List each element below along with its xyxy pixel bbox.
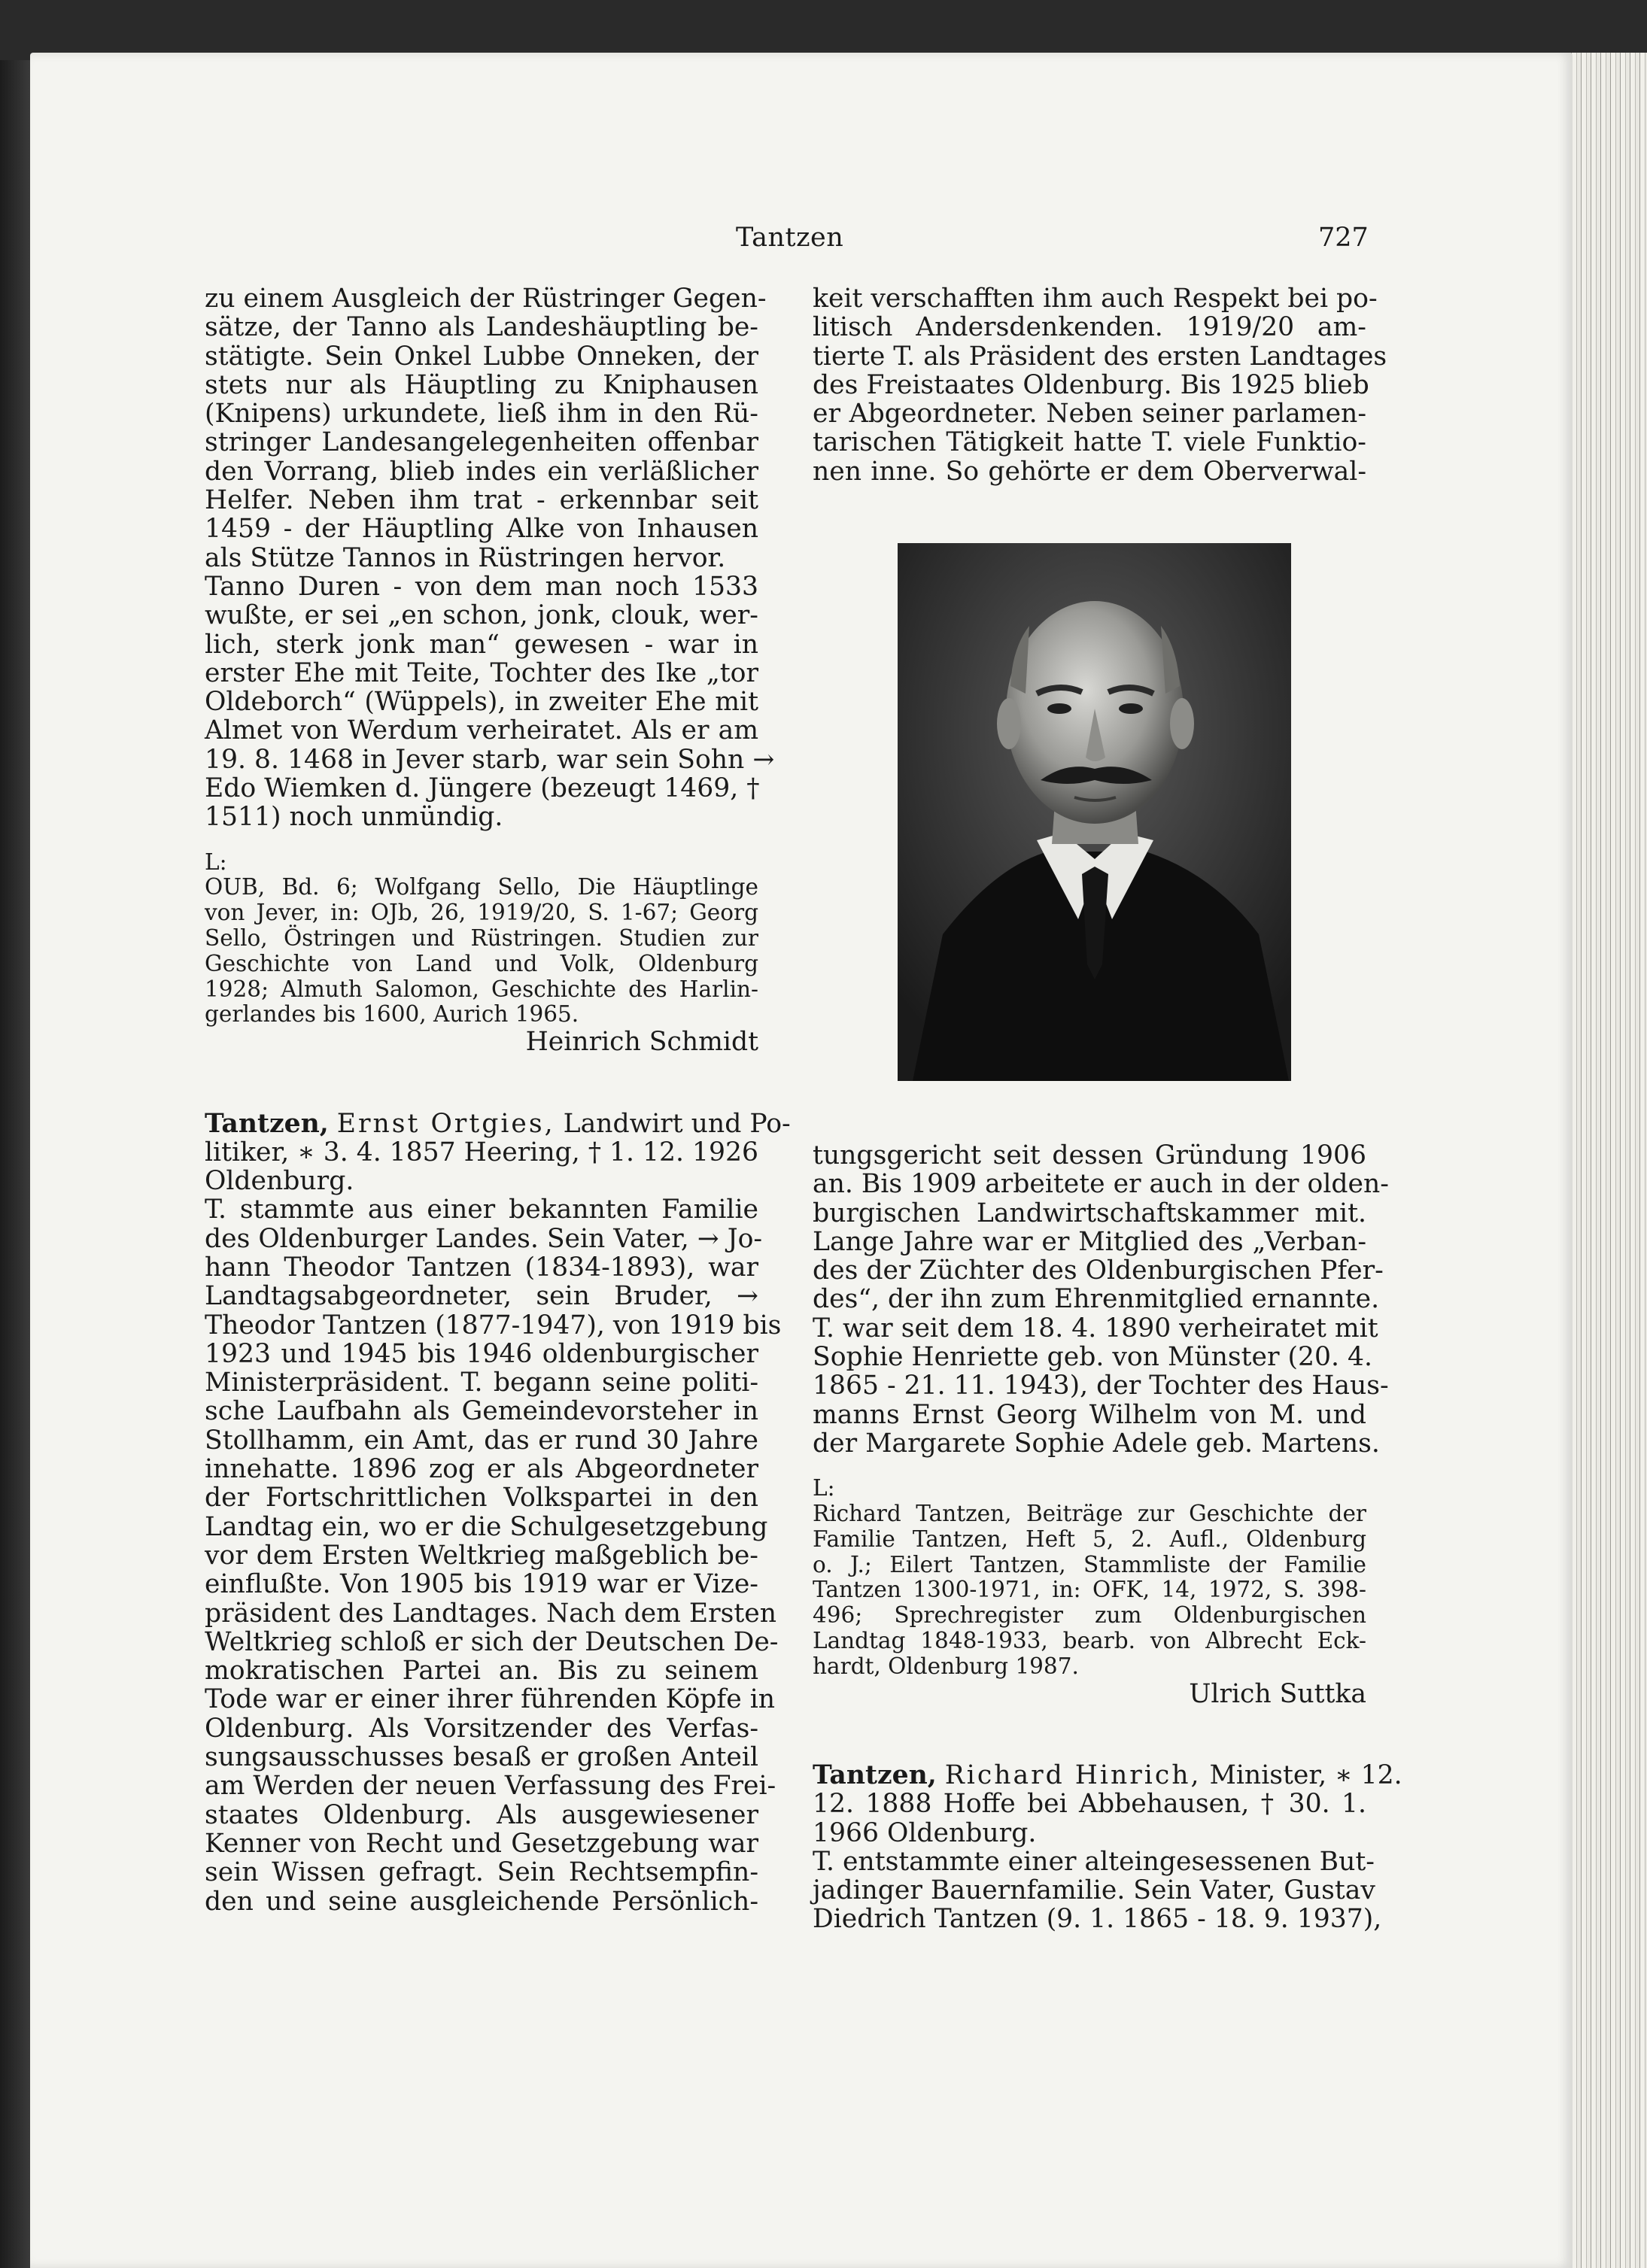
text-line: Sophie Henriette geb. von Münster (20. 4. — [813, 1342, 1372, 1373]
literature-list — [205, 875, 758, 1028]
text-line: tierte T. als Präsident des ersten Landtages — [813, 341, 1387, 372]
text-line: Landtagsabgeordneter, sein Bruder, → — [205, 1281, 758, 1312]
text-line: 1459 - der Häuptling Alke von Inhausen — [205, 514, 758, 545]
text-line: 1511) noch unmündig. — [205, 802, 503, 833]
text-line: 1865 - 21. 11. 1943), der Tochter des Haus- — [813, 1371, 1389, 1401]
text-line: 1928; Almuth Salomon, Geschichte des Harlin- — [205, 976, 758, 1002]
text-line: Landtag 1848-1933, bearb. von Albrecht Eck- — [813, 1628, 1366, 1654]
text-line: keit verschafften ihm auch Respekt bei po- — [813, 284, 1378, 314]
text-line: 496; Sprechregister zum Oldenburgischen — [813, 1602, 1366, 1629]
text-line: Almet von Werdum verheiratet. Als er am — [205, 715, 758, 746]
text-line: einflußte. Von 1905 bis 1919 war er Vize- — [205, 1569, 758, 1600]
text-line: T. entstammte einer alteingesessenen But- — [813, 1846, 1375, 1877]
text-line: den Vorrang, blieb indes ein verläßlicher — [205, 456, 758, 487]
text-line: Weltkrieg schloß er sich der Deutschen De- — [205, 1626, 779, 1657]
entry-occupation: Minister, ∗ 12. — [1209, 1759, 1402, 1790]
running-head: Tantzen — [736, 223, 844, 253]
entry-name: Tantzen, — [205, 1108, 329, 1139]
text-line: Stollhamm, ein Amt, das er rund 30 Jahre — [205, 1425, 758, 1456]
literature-label: L: — [813, 1475, 835, 1501]
text-line: stets nur als Häuptling zu Kniphausen — [205, 369, 758, 400]
text-line: von Jever, in: OJb, 26, 1919/20, S. 1-67; Georg — [205, 900, 758, 926]
text-line: mokratischen Partei an. Bis zu seinem — [205, 1656, 758, 1687]
author-signature: Heinrich Schmidt — [525, 1027, 758, 1058]
text-line: Theodor Tantzen (1877-1947), von 1919 bis — [205, 1310, 782, 1340]
text-line: Familie Tantzen, Heft 5, 2. Aufl., Oldenburg — [813, 1526, 1366, 1552]
text-line: hann Theodor Tantzen (1834-1893), war — [205, 1252, 758, 1283]
right-column-lower — [813, 1140, 1402, 1935]
text-line: Kenner von Recht und Gesetzgebung war — [205, 1828, 758, 1859]
paragraph — [205, 284, 767, 573]
text-line: präsident des Landtages. Nach dem Ersten — [205, 1598, 777, 1629]
entry-given-names: Richard Hinrich, — [944, 1759, 1202, 1790]
text-line: Tanno Duren - von dem man noch 1533 — [205, 571, 758, 602]
entry-body — [205, 1195, 782, 1917]
text-line: Ministerpräsident. T. begann seine politi- — [205, 1368, 758, 1398]
text-line: staates Oldenburg. Als ausgewiesener — [205, 1799, 758, 1830]
text-line: OUB, Bd. 6; Wolfgang Sello, Die Häuptlinge — [205, 874, 758, 900]
text-line: den und seine ausgleichende Persönlich- — [205, 1886, 758, 1917]
entry-place: Oldenburg. — [205, 1166, 354, 1197]
portrait-photo — [898, 543, 1291, 1081]
text-line: stätigte. Sein Onkel Lubbe Onneken, der — [205, 341, 758, 372]
text-line: Geschichte von Land und Volk, Oldenburg — [205, 950, 758, 976]
paragraph — [813, 1140, 1389, 1459]
text-line: als Stütze Tannos in Rüstringen hervor. — [205, 542, 726, 573]
text-line: Lange Jahre war er Mitglied des „Verban- — [813, 1226, 1366, 1257]
text-line: tungsgericht seit dessen Gründung 1906 — [813, 1140, 1366, 1170]
entry-occupation: Landwirt und Po- — [563, 1108, 791, 1139]
entry-place: 1966 Oldenburg. — [813, 1817, 1037, 1848]
text-line: (Knipens) urkundete, ließ ihm in den Rü- — [205, 399, 758, 430]
text-line: sche Laufbahn als Gemeindevorsteher in — [205, 1396, 758, 1427]
text-line: der Margarete Sophie Adele geb. Martens. — [813, 1428, 1380, 1459]
entry-heading-line — [205, 1108, 791, 1139]
text-line: erster Ehe mit Teite, Tochter des Ike „tor — [205, 657, 758, 688]
text-line: nen inne. So gehörte er dem Oberverwal- — [813, 456, 1366, 487]
text-line: Tode war er einer ihrer führenden Köpfe in — [205, 1684, 776, 1715]
text-line: Richard Tantzen, Beiträge zur Geschichte der — [813, 1501, 1366, 1527]
text-line: T. stammte aus einer bekannten Familie — [205, 1195, 758, 1225]
page-number: 727 — [1318, 223, 1369, 253]
text-line: er Abgeordneter. Neben seiner parlamen- — [813, 399, 1366, 430]
entry-heading — [813, 1759, 1402, 1848]
text-line: vor dem Ersten Weltkrieg maßgeblich be- — [205, 1540, 758, 1571]
literature-list — [813, 1501, 1366, 1680]
text-line: Landtag ein, wo er die Schulgesetzgebung — [205, 1511, 768, 1542]
text-line: des Oldenburger Landes. Sein Vater, → Jo- — [205, 1223, 763, 1254]
text-line: sungsausschusses besaß er großen Anteil — [205, 1742, 758, 1773]
entry-given-names: Ernst Ortgies, — [336, 1108, 555, 1139]
entry-dates: litiker, ∗ 3. 4. 1857 Heering, † 1. 12. 1926 — [205, 1137, 758, 1167]
text-line: des“, der ihn zum Ehrenmitglied ernannte. — [813, 1284, 1380, 1315]
text-line: manns Ernst Georg Wilhelm von M. und — [813, 1399, 1366, 1430]
text-line: der Fortschrittlichen Volkspartei in den — [205, 1483, 758, 1514]
text-line: Oldeborch“ (Wüppels), in zweiter Ehe mit — [205, 687, 758, 718]
text-line: Helfer. Neben ihm trat - erkennbar seit — [205, 485, 758, 516]
text-line: hardt, Oldenburg 1987. — [813, 1653, 1079, 1679]
paragraph — [813, 284, 1387, 487]
literature-label: L: — [205, 849, 227, 875]
left-column — [205, 284, 791, 1917]
entry-name: Tantzen, — [813, 1759, 937, 1790]
author-signature: Ulrich Suttka — [1189, 1678, 1366, 1709]
text-line: des Freistaates Oldenburg. Bis 1925 blieb — [813, 369, 1369, 400]
text-line: am Werden der neuen Verfassung des Frei- — [205, 1771, 776, 1802]
text-line: T. war seit dem 18. 4. 1890 verheiratet mit — [813, 1313, 1378, 1343]
entry-body — [813, 1846, 1382, 1935]
text-line: jadinger Bauernfamilie. Sein Vater, Gustav — [813, 1875, 1375, 1906]
text-line: sätze, der Tanno als Landeshäuptling be- — [205, 312, 758, 343]
text-line: o. J.; Eilert Tantzen, Stammliste der Familie — [813, 1551, 1366, 1577]
text-line: lich, sterk jonk man“ gewesen - war in — [205, 629, 758, 660]
entry-heading-line — [813, 1759, 1402, 1790]
text-line: tarischen Tätigkeit hatte T. viele Funktio- — [813, 427, 1366, 458]
text-line: Edo Wiemken d. Jüngere (bezeugt 1469, † — [205, 773, 760, 804]
text-line: Tantzen 1300-1971, in: OFK, 14, 1972, S. 398- — [813, 1577, 1366, 1603]
text-line: stringer Landesangelegenheiten offenbar — [205, 427, 758, 458]
right-column — [813, 284, 1387, 487]
text-line: an. Bis 1909 arbeitete er auch in der olden- — [813, 1169, 1389, 1200]
text-line: 1923 und 1945 bis 1946 oldenburgischer — [205, 1338, 758, 1369]
text-line: burgischen Landwirtschaftskammer mit. — [813, 1198, 1366, 1228]
entry-dates: 12. 1888 Hoffe bei Abbehausen, † 30. 1. — [813, 1789, 1366, 1820]
text-line: Oldenburg. Als Vorsitzender des Verfas- — [205, 1713, 758, 1744]
text-line: innehatte. 1896 zog er als Abgeordneter — [205, 1454, 758, 1485]
text-line: zu einem Ausgleich der Rüstringer Gegen- — [205, 284, 767, 314]
paragraph — [205, 571, 775, 833]
text-line: Diedrich Tantzen (9. 1. 1865 - 18. 9. 1937), — [813, 1904, 1382, 1935]
text-line: sein Wissen gefragt. Sein Rechtsempfin- — [205, 1857, 758, 1888]
text-line: litisch Andersdenkenden. 1919/20 am- — [813, 312, 1366, 343]
text-line: 19. 8. 1468 in Jever starb, war sein Sohn → — [205, 744, 775, 775]
entry-heading — [205, 1108, 791, 1197]
text-line: wußte, er sei „en schon, jonk, clouk, wer- — [205, 600, 758, 631]
text-line: Sello, Östringen und Rüstringen. Studien zur — [205, 925, 758, 952]
text-line: des der Züchter des Oldenburgischen Pfer- — [813, 1255, 1384, 1286]
text-line: gerlandes bis 1600, Aurich 1965. — [205, 1001, 579, 1028]
